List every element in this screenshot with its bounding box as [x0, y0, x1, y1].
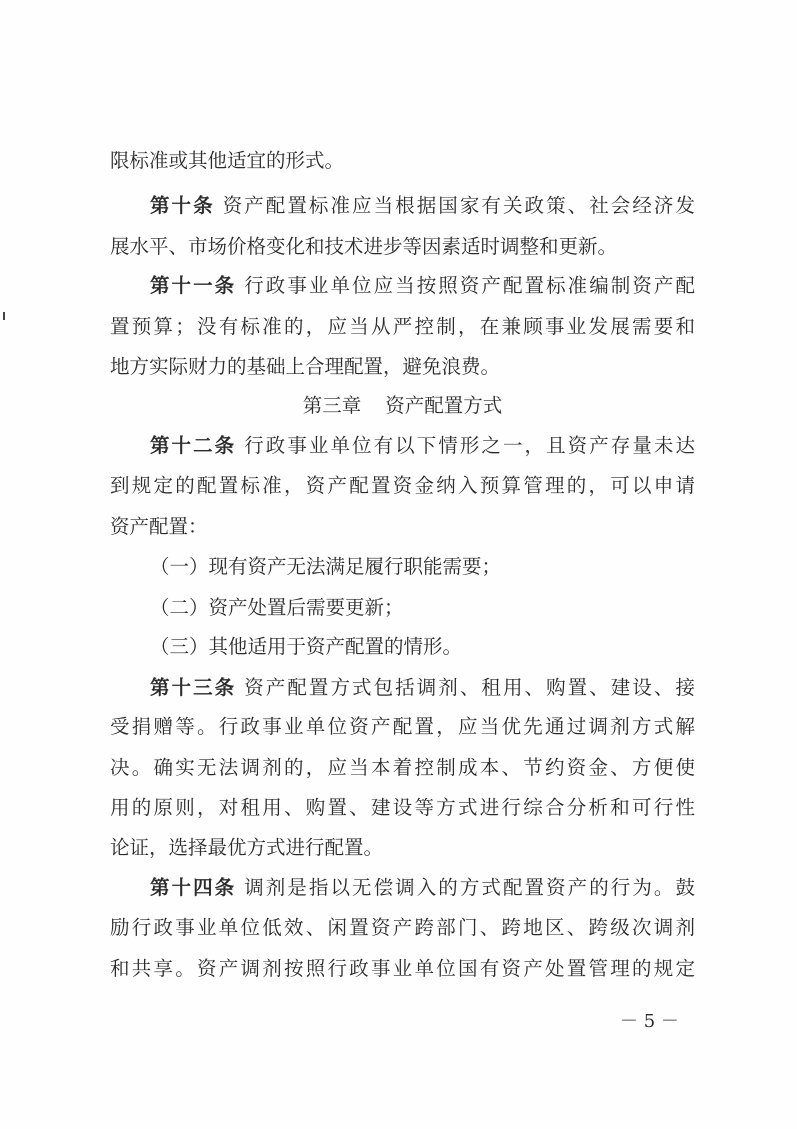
text-line: 限标准或其他适宜的形式。: [110, 149, 345, 172]
list-item: （三）其他适用于资产配置的情形。: [150, 635, 463, 658]
text-line: 展水平、市场价格变化和技术进步等因素适时调整和更新。: [110, 235, 618, 258]
article-13-text: 资产配置方式包括调剂、租用、购置、建设、接: [244, 676, 695, 699]
article-11-line-1: [150, 272, 695, 300]
chapter-title: 资产配置方式: [385, 394, 503, 417]
article-13-line-1: [150, 674, 695, 702]
scan-edge-mark: [3, 312, 5, 320]
article-10-line-1: [150, 192, 695, 220]
article-11-number: 第十一条: [150, 274, 237, 297]
text-line: 受捐赠等。行政事业单位资产配置，应当优先通过调剂方式解: [110, 715, 695, 738]
article-14-line-1: [150, 874, 695, 902]
list-item: （一）现有资产无法满足履行职能需要；: [150, 555, 502, 578]
article-13-number: 第十三条: [150, 676, 237, 699]
chapter-number: 第三章: [302, 394, 362, 417]
text-line: 论证，选择最优方式进行配置。: [110, 836, 384, 859]
list-item: （二）资产处置后需要更新；: [150, 596, 404, 619]
chapter-heading: [110, 392, 695, 420]
text-line: 决。确实无法调剂的，应当本着控制成本、节约资金、方便使: [110, 756, 695, 779]
article-11-text: 行政事业单位应当按照资产配置标准编制资产配: [244, 274, 695, 297]
article-10-text: 资产配置标准应当根据国家有关政策、社会经济发: [222, 194, 695, 217]
text-line: 地方实际财力的基础上合理配置，避免浪费。: [110, 355, 501, 378]
article-14-number: 第十四条: [150, 876, 237, 899]
article-12-line-1: [150, 432, 695, 460]
text-line: 和共享。资产调剂按照行政事业单位国有资产处置管理的规定: [110, 957, 695, 980]
text-line: 用的原则，对租用、购置、建设等方式进行综合分析和可行性: [110, 796, 695, 819]
text-line: 到规定的配置标准，资产配置资金纳入预算管理的，可以申请: [110, 474, 695, 497]
text-line: 资产配置：: [110, 515, 208, 538]
article-12-text: 行政事业单位有以下情形之一，且资产存量未达: [244, 434, 695, 457]
page-number: － 5 －: [620, 1011, 679, 1032]
article-12-number: 第十二条: [150, 434, 237, 457]
text-line: 励行政事业单位低效、闲置资产跨部门、跨地区、跨级次调剂: [110, 916, 695, 939]
article-10-number: 第十条: [150, 194, 215, 217]
article-14-text: 调剂是指以无偿调入的方式配置资产的行为。鼓: [244, 876, 695, 899]
text-line: 置预算；没有标准的，应当从严控制，在兼顾事业发展需要和: [110, 315, 695, 338]
